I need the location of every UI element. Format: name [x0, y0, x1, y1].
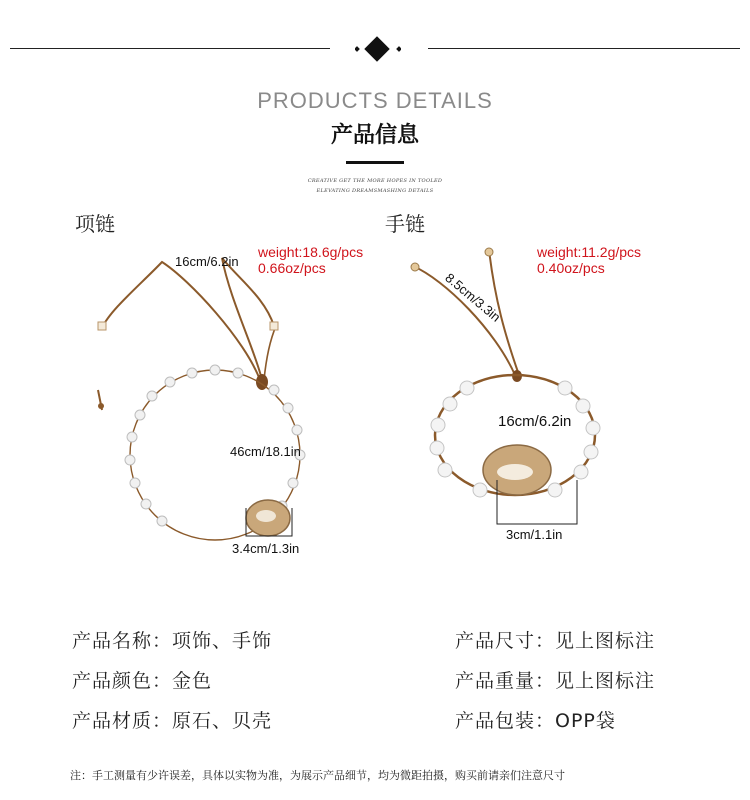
necklace-image [80, 240, 360, 570]
spec-product-package: 产品包装：OPP袋 [455, 710, 616, 732]
bracelet-weight-oz: 0.40oz/pcs [537, 260, 605, 276]
spec-product-name: 产品名称：项饰、手饰 [72, 630, 273, 652]
title-english: PRODUCTS DETAILS [257, 88, 493, 113]
header-rule-right [428, 48, 740, 49]
footnote: 注：手工测量有少许误差，具体以实物为准，为展示产品细节，均为微距拍摄，购买前请亲们注意尺寸 [70, 769, 565, 782]
spec-product-weight: 产品重量：见上图标注 [455, 670, 656, 692]
necklace-weight-oz: 0.66oz/pcs [258, 260, 326, 276]
header-rule-left [10, 48, 330, 49]
bracelet-loop-length: 16cm/6.2in [498, 413, 572, 430]
title-underline [346, 161, 404, 164]
necklace-weight [258, 244, 363, 276]
bracelet-weight-g: weight:11.2g/pcs [537, 244, 642, 260]
necklace-loop-length: 46cm/18.1in [230, 444, 301, 459]
necklace-label: 项链 [75, 212, 115, 236]
spec-product-color: 产品颜色：金色 [72, 670, 213, 692]
bracelet-shell-width: 3cm/1.1in [506, 527, 563, 542]
necklace-shell-width: 3.4cm/1.3in [232, 541, 300, 556]
decorative-script-line-2: ELEVATING DREAMSMASHING DETAILS [316, 188, 434, 194]
necklace-cord-length: 16cm/6.2in [175, 254, 239, 269]
bracelet-weight [537, 244, 641, 276]
spec-product-size: 产品尺寸：见上图标注 [455, 630, 656, 652]
spec-product-material: 产品材质：原石、贝壳 [72, 710, 273, 732]
decorative-script-line-1: CREATIVE GET THE MORE HOPES IN TOOLED [307, 178, 443, 184]
necklace-weight-g: weight:18.6g/pcs [258, 244, 364, 260]
bracelet-cord-length: 8.5cm/3.3in [442, 270, 504, 325]
bracelet-image [405, 240, 625, 540]
bracelet-label: 手链 [385, 212, 425, 236]
diamond-ornament-icon [355, 36, 401, 62]
title-chinese: 产品信息 [330, 123, 419, 148]
